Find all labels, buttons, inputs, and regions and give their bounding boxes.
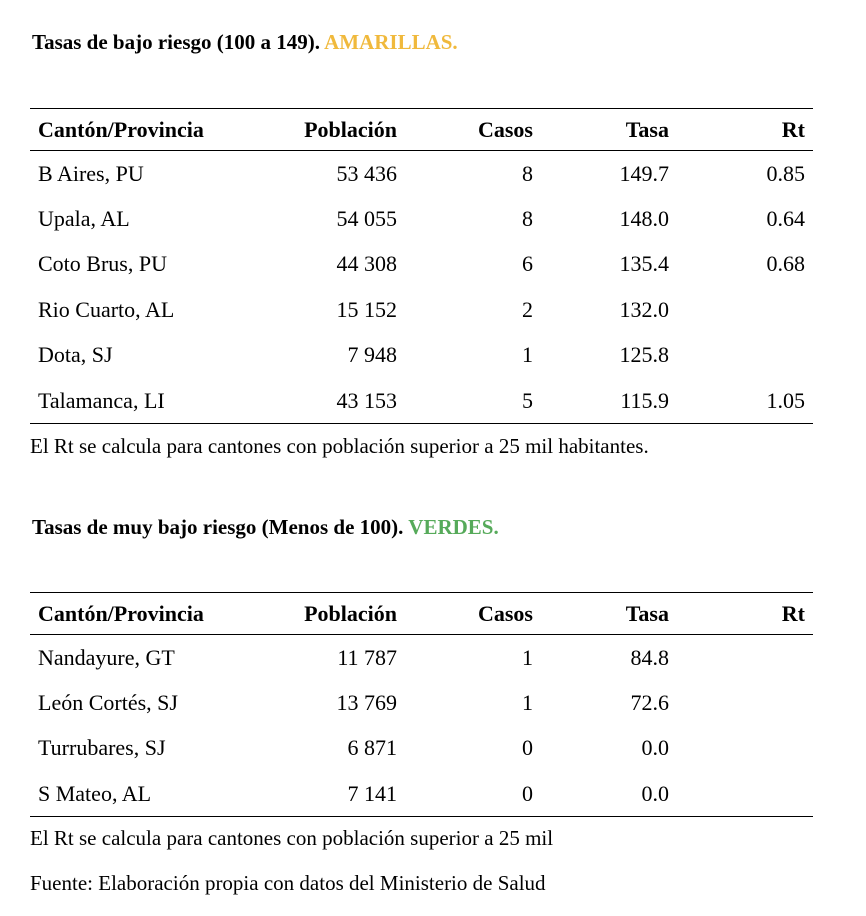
table-row <box>30 196 813 242</box>
table-row <box>30 333 813 379</box>
cell-casos: 1 <box>522 689 533 715</box>
cell-tasa: 0.0 <box>641 735 669 761</box>
source-note: Fuente: Elaboración propia con datos del Ministerio de Salud <box>30 871 546 895</box>
table-muy-bajo-riesgo <box>30 592 813 817</box>
cell-poblacion: 43 153 <box>285 378 405 424</box>
cell-casos: 5 <box>405 378 541 424</box>
cell-tasa: 148.0 <box>619 205 669 231</box>
cell-canton: B Aires, PU <box>38 160 144 186</box>
cell-tasa: 115.9 <box>541 378 677 424</box>
cell-tasa: 0.0 <box>541 771 677 817</box>
table-header-row <box>30 593 813 635</box>
cell-poblacion: 53 436 <box>336 160 397 186</box>
column-header-rt: Rt <box>677 593 813 635</box>
cell-tasa: 84.8 <box>630 644 669 670</box>
cell-tasa: 72.6 <box>630 689 669 715</box>
cell-casos: 0 <box>405 771 541 817</box>
cell-casos: 1 <box>522 644 533 670</box>
table-row <box>30 635 813 681</box>
cell-rt <box>677 726 813 772</box>
cell-tasa: 132.0 <box>619 296 669 322</box>
cell-canton: S Mateo, AL <box>30 771 285 817</box>
column-header-tasa: Tasa <box>541 593 677 635</box>
cell-rt <box>677 635 813 681</box>
cell-tasa: 125.8 <box>619 342 669 368</box>
section1-title <box>32 30 458 55</box>
cell-rt: 1.05 <box>677 378 813 424</box>
cell-canton: Dota, SJ <box>38 342 113 368</box>
cell-rt <box>677 771 813 817</box>
section2-note: El Rt se calcula para cantones con población superior a 25 mil <box>30 826 554 850</box>
cell-rt <box>677 680 813 726</box>
cell-casos: 8 <box>522 160 533 186</box>
table-row <box>30 151 813 197</box>
table-row <box>30 680 813 726</box>
cell-canton: Rio Cuarto, AL <box>38 296 175 322</box>
cell-poblacion: 7 141 <box>285 771 405 817</box>
table-row <box>30 287 813 333</box>
table-row <box>30 378 813 424</box>
cell-casos: 0 <box>522 735 533 761</box>
column-header-rt: Rt <box>677 109 813 151</box>
table-bajo-riesgo <box>30 108 813 424</box>
cell-poblacion: 7 948 <box>347 342 397 368</box>
cell-tasa: 135.4 <box>619 251 669 277</box>
cell-casos: 6 <box>522 251 533 277</box>
cell-canton: León Cortés, SJ <box>38 689 178 715</box>
column-header-casos: Casos <box>405 109 541 151</box>
section1-title-prefix: Tasas de bajo riesgo (100 a 149). <box>32 30 320 54</box>
cell-canton: Coto Brus, PU <box>38 251 167 277</box>
section1-title-highlight: AMARILLAS. <box>324 30 458 54</box>
cell-poblacion: 13 769 <box>336 689 397 715</box>
section2-title-highlight: VERDES. <box>408 515 499 539</box>
table-row <box>30 726 813 772</box>
section1-note: El Rt se calcula para cantones con población superior a 25 mil habitantes. <box>30 434 649 458</box>
column-header-canton: Cantón/Provincia <box>30 109 285 151</box>
column-header-casos: Casos <box>405 593 541 635</box>
cell-poblacion: 44 308 <box>336 251 397 277</box>
cell-canton: Talamanca, LI <box>30 378 285 424</box>
table-row <box>30 242 813 288</box>
cell-canton: Turrubares, SJ <box>38 735 166 761</box>
cell-rt: 0.64 <box>766 205 805 231</box>
cell-poblacion: 6 871 <box>347 735 397 761</box>
column-header-poblacion: Población <box>285 109 405 151</box>
section2-title <box>32 515 499 540</box>
cell-canton: Upala, AL <box>38 205 130 231</box>
cell-canton: Nandayure, GT <box>38 644 175 670</box>
table-row <box>30 771 813 817</box>
cell-casos: 8 <box>522 205 533 231</box>
cell-rt: 0.68 <box>766 251 805 277</box>
cell-poblacion: 11 787 <box>337 644 397 670</box>
cell-rt: 0.85 <box>766 160 805 186</box>
section2-title-prefix: Tasas de muy bajo riesgo (Menos de 100). <box>32 515 404 539</box>
column-header-poblacion: Población <box>285 593 405 635</box>
column-header-canton: Cantón/Provincia <box>30 593 285 635</box>
column-header-tasa: Tasa <box>541 109 677 151</box>
cell-poblacion: 54 055 <box>336 205 397 231</box>
cell-rt <box>677 287 813 333</box>
cell-poblacion: 15 152 <box>336 296 397 322</box>
cell-tasa: 149.7 <box>619 160 669 186</box>
cell-casos: 1 <box>522 342 533 368</box>
cell-casos: 2 <box>522 296 533 322</box>
table-header-row <box>30 109 813 151</box>
cell-rt <box>677 333 813 379</box>
